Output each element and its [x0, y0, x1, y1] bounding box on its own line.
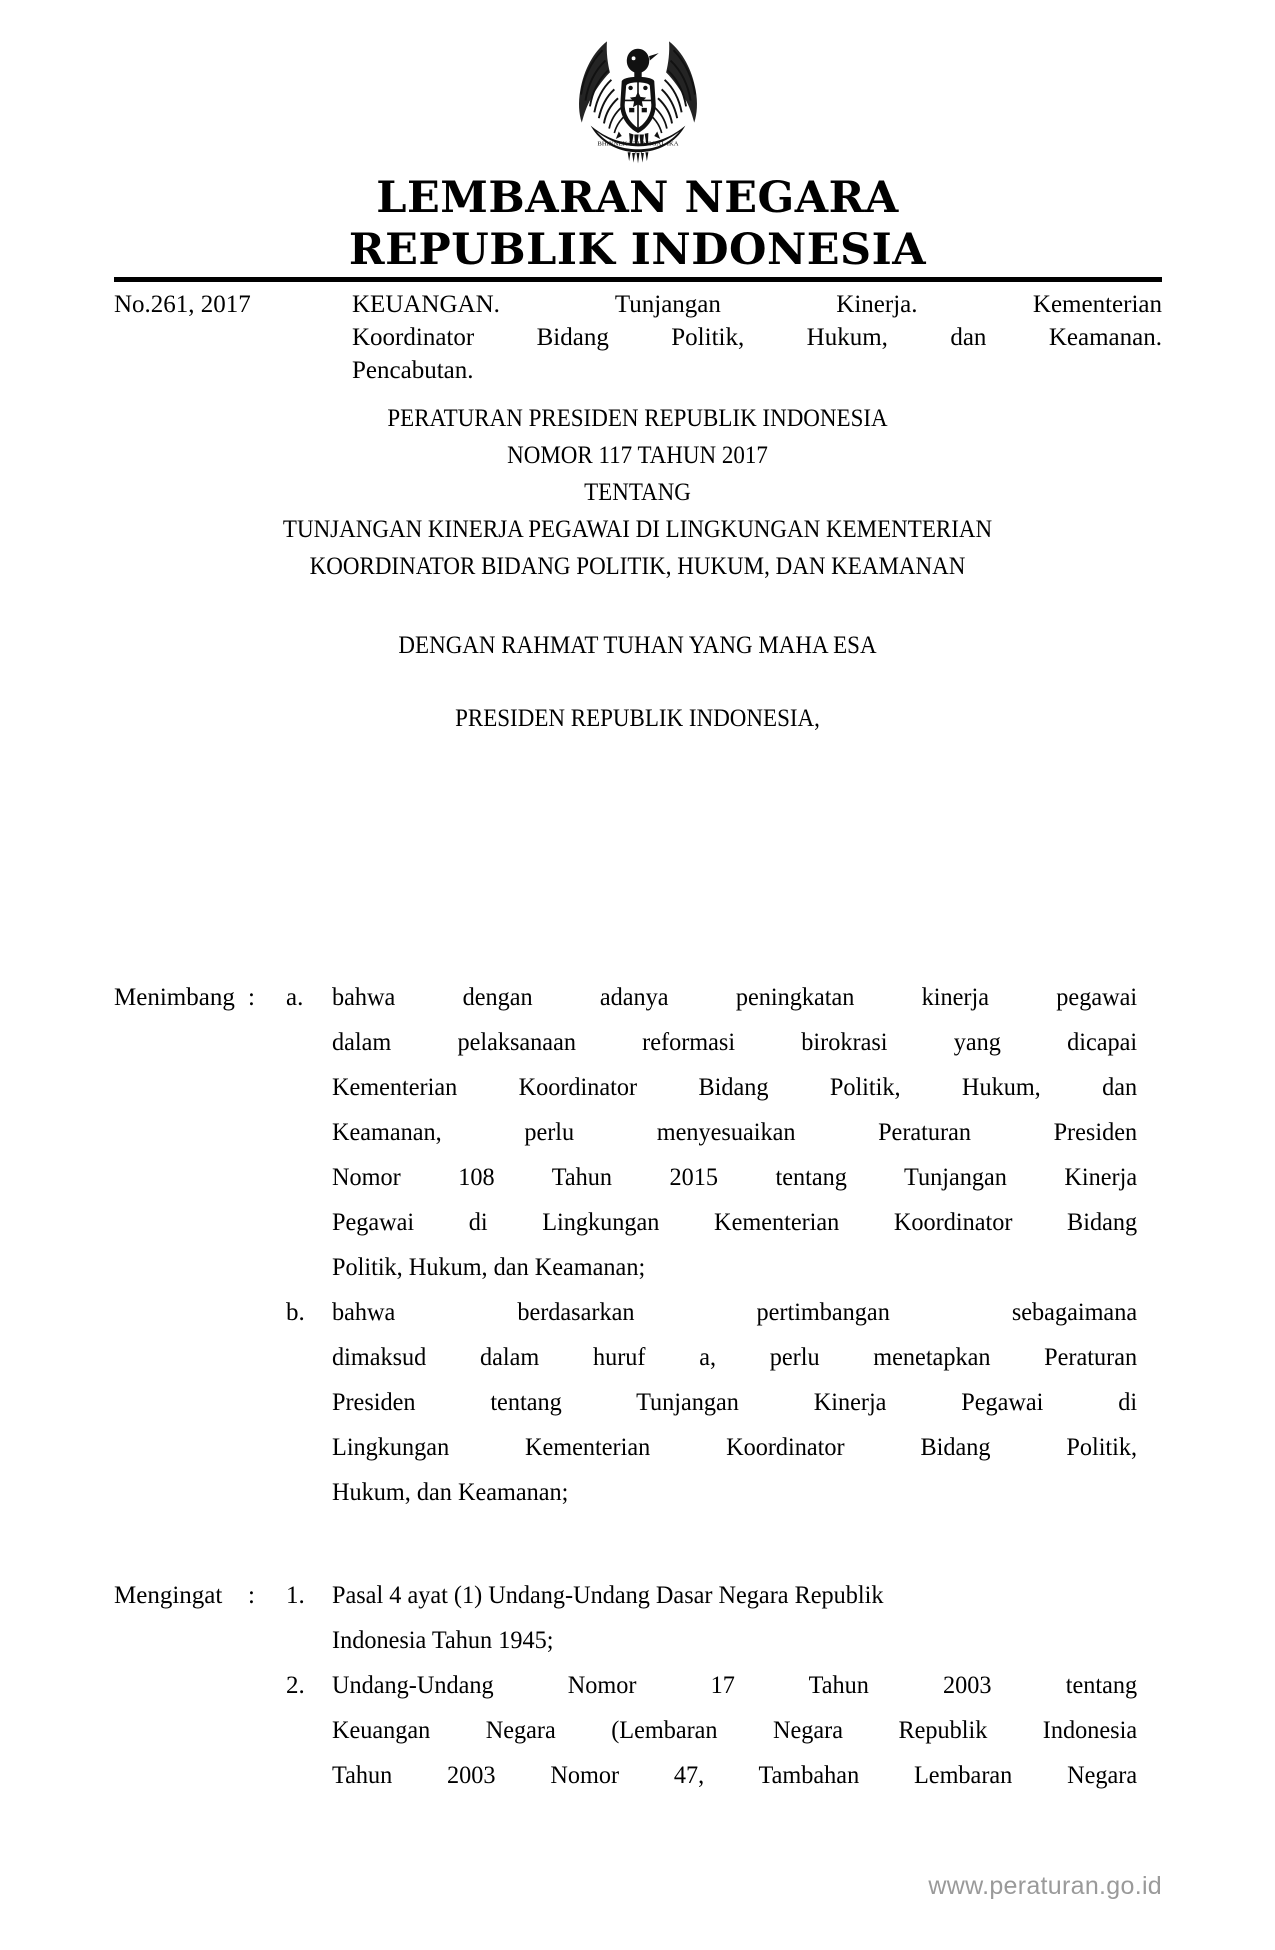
- masthead-line-1: LEMBARAN NEGARA: [376, 173, 899, 223]
- garuda-pancasila-emblem: [564, 28, 712, 170]
- regulation-number: NOMOR 117 TAHUN 2017: [507, 442, 768, 469]
- gazette-subject-line: KEUANGAN. Tunjangan Kinerja. Kementerian: [352, 291, 1162, 318]
- text-line: Nomor 108 Tahun 2015 tentang Tunjangan Kinerja: [332, 1164, 1138, 1191]
- text-line: Tahun 2003 Nomor 47, Tambahan Lembaran Negara: [332, 1762, 1138, 1789]
- regulation-title-block: [0, 400, 1275, 737]
- recalling-item-2: [114, 1663, 1162, 1798]
- document-body: [114, 975, 1162, 1798]
- text-line: Kementerian Koordinator Bidang Politik, Hukum, dan: [332, 1074, 1138, 1101]
- text-line: dalam pelaksanaan reformasi birokrasi yang dicapai: [332, 1029, 1138, 1056]
- considering-text-b: [332, 1290, 1137, 1515]
- recalling-marker-2: 2.: [286, 1672, 305, 1699]
- text-line: Indonesia Tahun 1945;: [332, 1627, 554, 1654]
- text-line: Undang-Undang Nomor 17 Tahun 2003 tentang: [332, 1672, 1138, 1699]
- text-line: Pegawai di Lingkungan Kementerian Koordinator Bidang: [332, 1209, 1138, 1236]
- gazette-subject-line: Pencabutan.: [352, 357, 474, 384]
- regulation-about-label: TENTANG: [584, 479, 691, 506]
- recalling-item-1: [114, 1573, 1162, 1663]
- regulation-type: PERATURAN PRESIDEN REPUBLIK INDONESIA: [387, 405, 888, 432]
- regulation-subject-line-2: KOORDINATOR BIDANG POLITIK, HUKUM, DAN KEAMANAN: [309, 553, 966, 580]
- text-line: Pasal 4 ayat (1) Undang-Undang Dasar Negara Republik: [332, 1582, 884, 1609]
- footer-watermark: www.peraturan.go.id: [928, 1872, 1162, 1900]
- issuing-authority: PRESIDEN REPUBLIK INDONESIA,: [455, 705, 820, 732]
- text-line: bahwa dengan adanya peningkatan kinerja pegawai: [332, 984, 1138, 1011]
- gazette-subject-line: Koordinator Bidang Politik, Hukum, dan Keamanan.: [352, 324, 1162, 351]
- title-spacer: [0, 585, 1275, 627]
- considering-marker-b: b.: [286, 1299, 305, 1326]
- recalling-marker-1: 1.: [286, 1582, 305, 1609]
- considering-marker-a: a.: [286, 984, 304, 1011]
- considering-label: Menimbang: [114, 984, 235, 1011]
- considering-text-a: [332, 975, 1137, 1290]
- text-line: Presiden tentang Tunjangan Kinerja Pegawai di: [332, 1389, 1138, 1416]
- considering-section: [114, 975, 1162, 1515]
- title-spacer: [0, 664, 1275, 700]
- text-line: dimaksud dalam huruf a, perlu menetapkan Peraturan: [332, 1344, 1138, 1371]
- svg-text:BHINNEKA TUNGGAL IKA: BHINNEKA TUNGGAL IKA: [596, 140, 679, 148]
- blessing-line: DENGAN RAHMAT TUHAN YANG MAHA ESA: [398, 632, 877, 659]
- regulation-subject-line-1: TUNJANGAN KINERJA PEGAWAI DI LINGKUNGAN KEMENTERIAN: [282, 516, 993, 543]
- masthead: [0, 172, 1275, 276]
- recalling-label: Mengingat: [114, 1582, 223, 1609]
- considering-item-b: [114, 1290, 1162, 1515]
- masthead-divider-rule: [114, 277, 1162, 282]
- recalling-colon: :: [248, 1582, 255, 1609]
- text-line: Lingkungan Kementerian Koordinator Bidang Politik,: [332, 1434, 1138, 1461]
- gazette-number: No.261, 2017: [114, 291, 251, 318]
- considering-item-a: [114, 975, 1162, 1290]
- text-line: Hukum, dan Keamanan;: [332, 1479, 569, 1506]
- considering-colon: :: [248, 984, 255, 1011]
- text-line: Politik, Hukum, dan Keamanan;: [332, 1254, 646, 1281]
- section-spacer: [114, 1515, 1162, 1573]
- recalling-text-2: [332, 1663, 1137, 1798]
- gazette-subject: [352, 288, 1162, 387]
- text-line: Keuangan Negara (Lembaran Negara Republik Indonesia: [332, 1717, 1138, 1744]
- recalling-section: [114, 1573, 1162, 1798]
- text-line: Keamanan, perlu menyesuaikan Peraturan Presiden: [332, 1119, 1138, 1146]
- text-line: bahwa berdasarkan pertimbangan sebagaimana: [332, 1299, 1138, 1326]
- emblem-container: [0, 28, 1275, 170]
- masthead-line-2: REPUBLIK INDONESIA: [348, 225, 927, 275]
- recalling-text-1: [332, 1573, 1137, 1663]
